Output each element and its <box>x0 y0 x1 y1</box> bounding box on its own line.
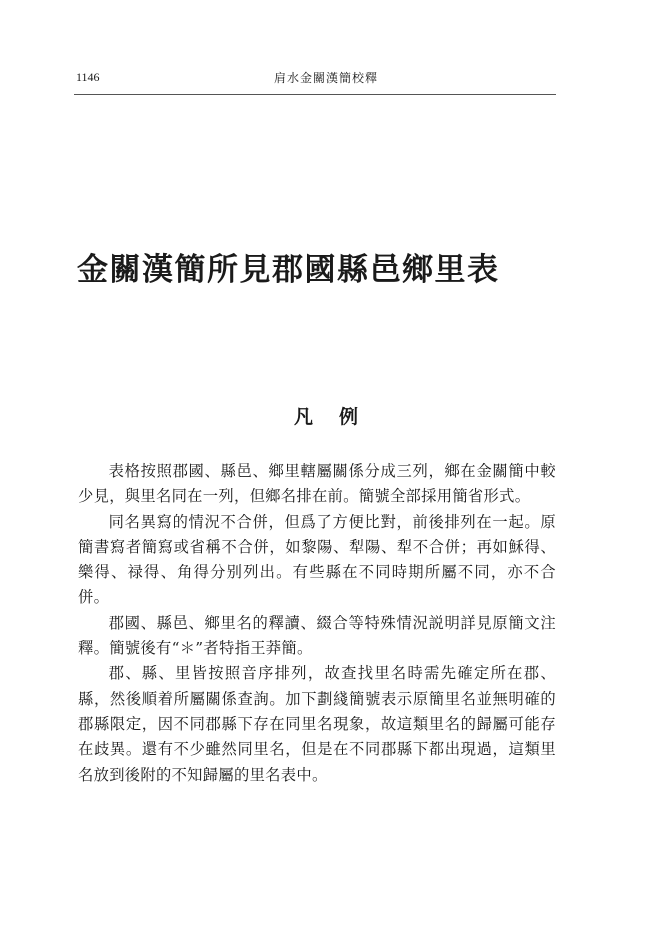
section-title-char-1: 凡 <box>293 406 313 428</box>
paragraph: 表格按照郡國、縣邑、鄉里轄屬關係分成三列，鄉在金關簡中較少見，與里名同在一列，但鄉名排在前。簡號全部採用簡省形式。 <box>78 462 556 506</box>
page-number: 1146 <box>76 70 100 84</box>
section-title <box>0 402 652 429</box>
paragraph: 郡國、縣邑、鄉里名的釋讀、綴合等特殊情況説明詳見原簡文注釋。簡號後有“＊”者特指王莽簡。 <box>78 613 556 658</box>
body-text <box>78 459 556 788</box>
header-rule <box>74 94 556 95</box>
paragraph: 郡、縣、里皆按照音序排列，故查找里名時需先確定所在郡、縣，然後順着所屬關係查詢。加下劃綫簡號表示原簡里名並無明確的郡縣限定，因不同郡縣下存在同里名現象，故這類里名的歸屬可能存在歧異。還有不少雖然同里名，但是在不同郡縣下都出現過，這類里名放到後附的不知歸屬的里名表中。 <box>78 664 556 784</box>
section-title-char-2: 例 <box>339 406 359 428</box>
running-title: 肩水金關漢簡校釋 <box>273 71 378 85</box>
main-title: 金關漢簡所見郡國縣邑鄉里表 <box>77 252 500 288</box>
paragraph: 同名異寫的情況不合併，但爲了方便比對，前後排列在一起。原簡書寫者簡寫或省稱不合併，如黎陽、犁陽、犁不合併；再如穌得、樂得、禄得、角得分别列出。有些縣在不同時期所屬不同，亦不合併。 <box>78 512 556 607</box>
